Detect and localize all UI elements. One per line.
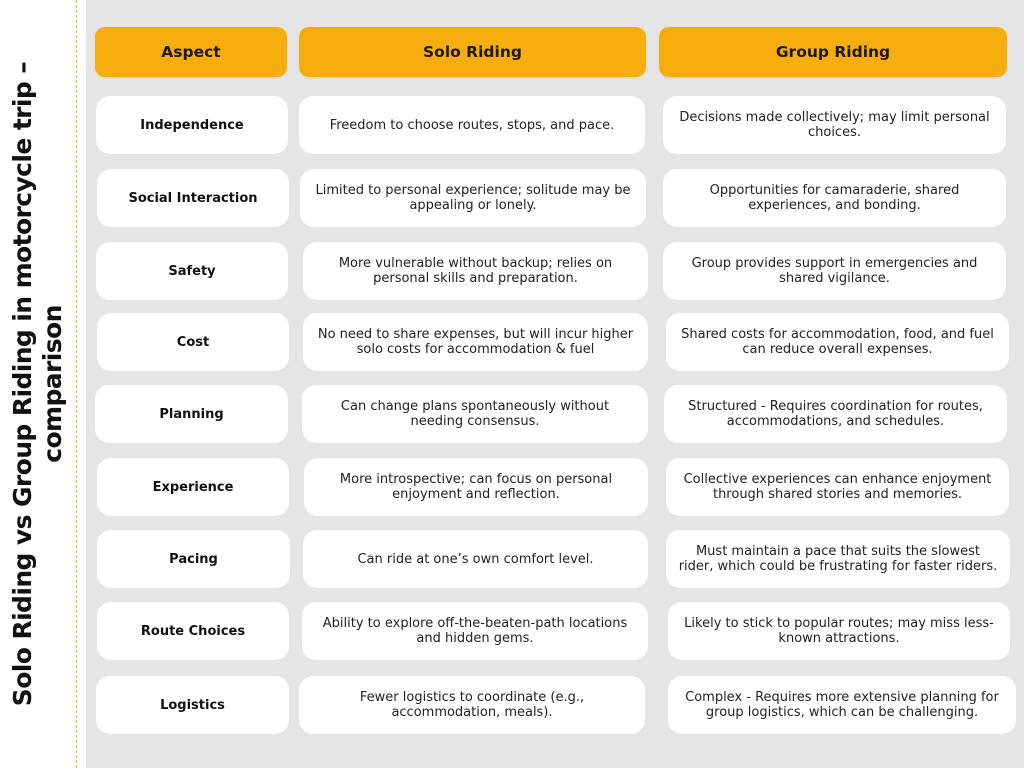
- aspect-safety: Safety: [96, 242, 288, 300]
- solo-planning: Can change plans spontaneously without needing consensus.: [302, 385, 648, 443]
- aspect-planning: Planning: [95, 385, 288, 443]
- group-route-choices: Likely to stick to popular routes; may miss less-known attractions.: [668, 602, 1010, 660]
- solo-independence: Freedom to choose routes, stops, and pace.: [299, 96, 645, 154]
- solo-social-interaction: Limited to personal experience; solitude may be appealing or lonely.: [300, 169, 646, 227]
- aspect-cost: Cost: [97, 313, 289, 371]
- solo-pacing: Can ride at one’s own comfort level.: [303, 530, 648, 588]
- aspect-route-choices: Route Choices: [97, 602, 289, 660]
- aspect-pacing: Pacing: [97, 530, 290, 588]
- group-safety: Group provides support in emergencies and shared vigilance.: [663, 242, 1006, 300]
- solo-cost: No need to share expenses, but will incur higher solo costs for accommodation & fuel: [303, 313, 648, 371]
- header-aspect: Aspect: [95, 27, 287, 77]
- aspect-social-interaction: Social Interaction: [97, 169, 289, 227]
- aspect-experience: Experience: [97, 458, 289, 516]
- title-strip: [0, 0, 76, 768]
- solo-experience: More introspective; can focus on personal enjoyment and reflection.: [304, 458, 648, 516]
- page-title: Solo Riding vs Group Riding in motorcycle trip – comparison: [8, 61, 67, 707]
- group-independence: Decisions made collectively; may limit personal choices.: [663, 96, 1006, 154]
- group-social-interaction: Opportunities for camaraderie, shared experiences, and bonding.: [663, 169, 1006, 227]
- solo-logistics: Fewer logistics to coordinate (e.g., accommodation, meals).: [299, 676, 645, 734]
- solo-safety: More vulnerable without backup; relies on personal skills and preparation.: [303, 242, 648, 300]
- group-planning: Structured - Requires coordination for routes, accommodations, and schedules.: [664, 385, 1007, 443]
- header-group-riding: Group Riding: [659, 27, 1007, 77]
- aspect-logistics: Logistics: [96, 676, 289, 734]
- solo-route-choices: Ability to explore off-the-beaten-path locations and hidden gems.: [302, 602, 648, 660]
- aspect-independence: Independence: [96, 96, 288, 154]
- group-cost: Shared costs for accommodation, food, and fuel can reduce overall expenses.: [666, 313, 1009, 371]
- comparison-table: [86, 0, 1024, 768]
- group-pacing: Must maintain a pace that suits the slowest rider, which could be frustrating for faster riders.: [666, 530, 1010, 588]
- group-logistics: Complex - Requires more extensive planning for group logistics, which can be challenging.: [668, 676, 1016, 734]
- header-solo-riding: Solo Riding: [299, 27, 646, 77]
- group-experience: Collective experiences can enhance enjoyment through shared stories and memories.: [666, 458, 1009, 516]
- dashed-divider: [76, 0, 77, 768]
